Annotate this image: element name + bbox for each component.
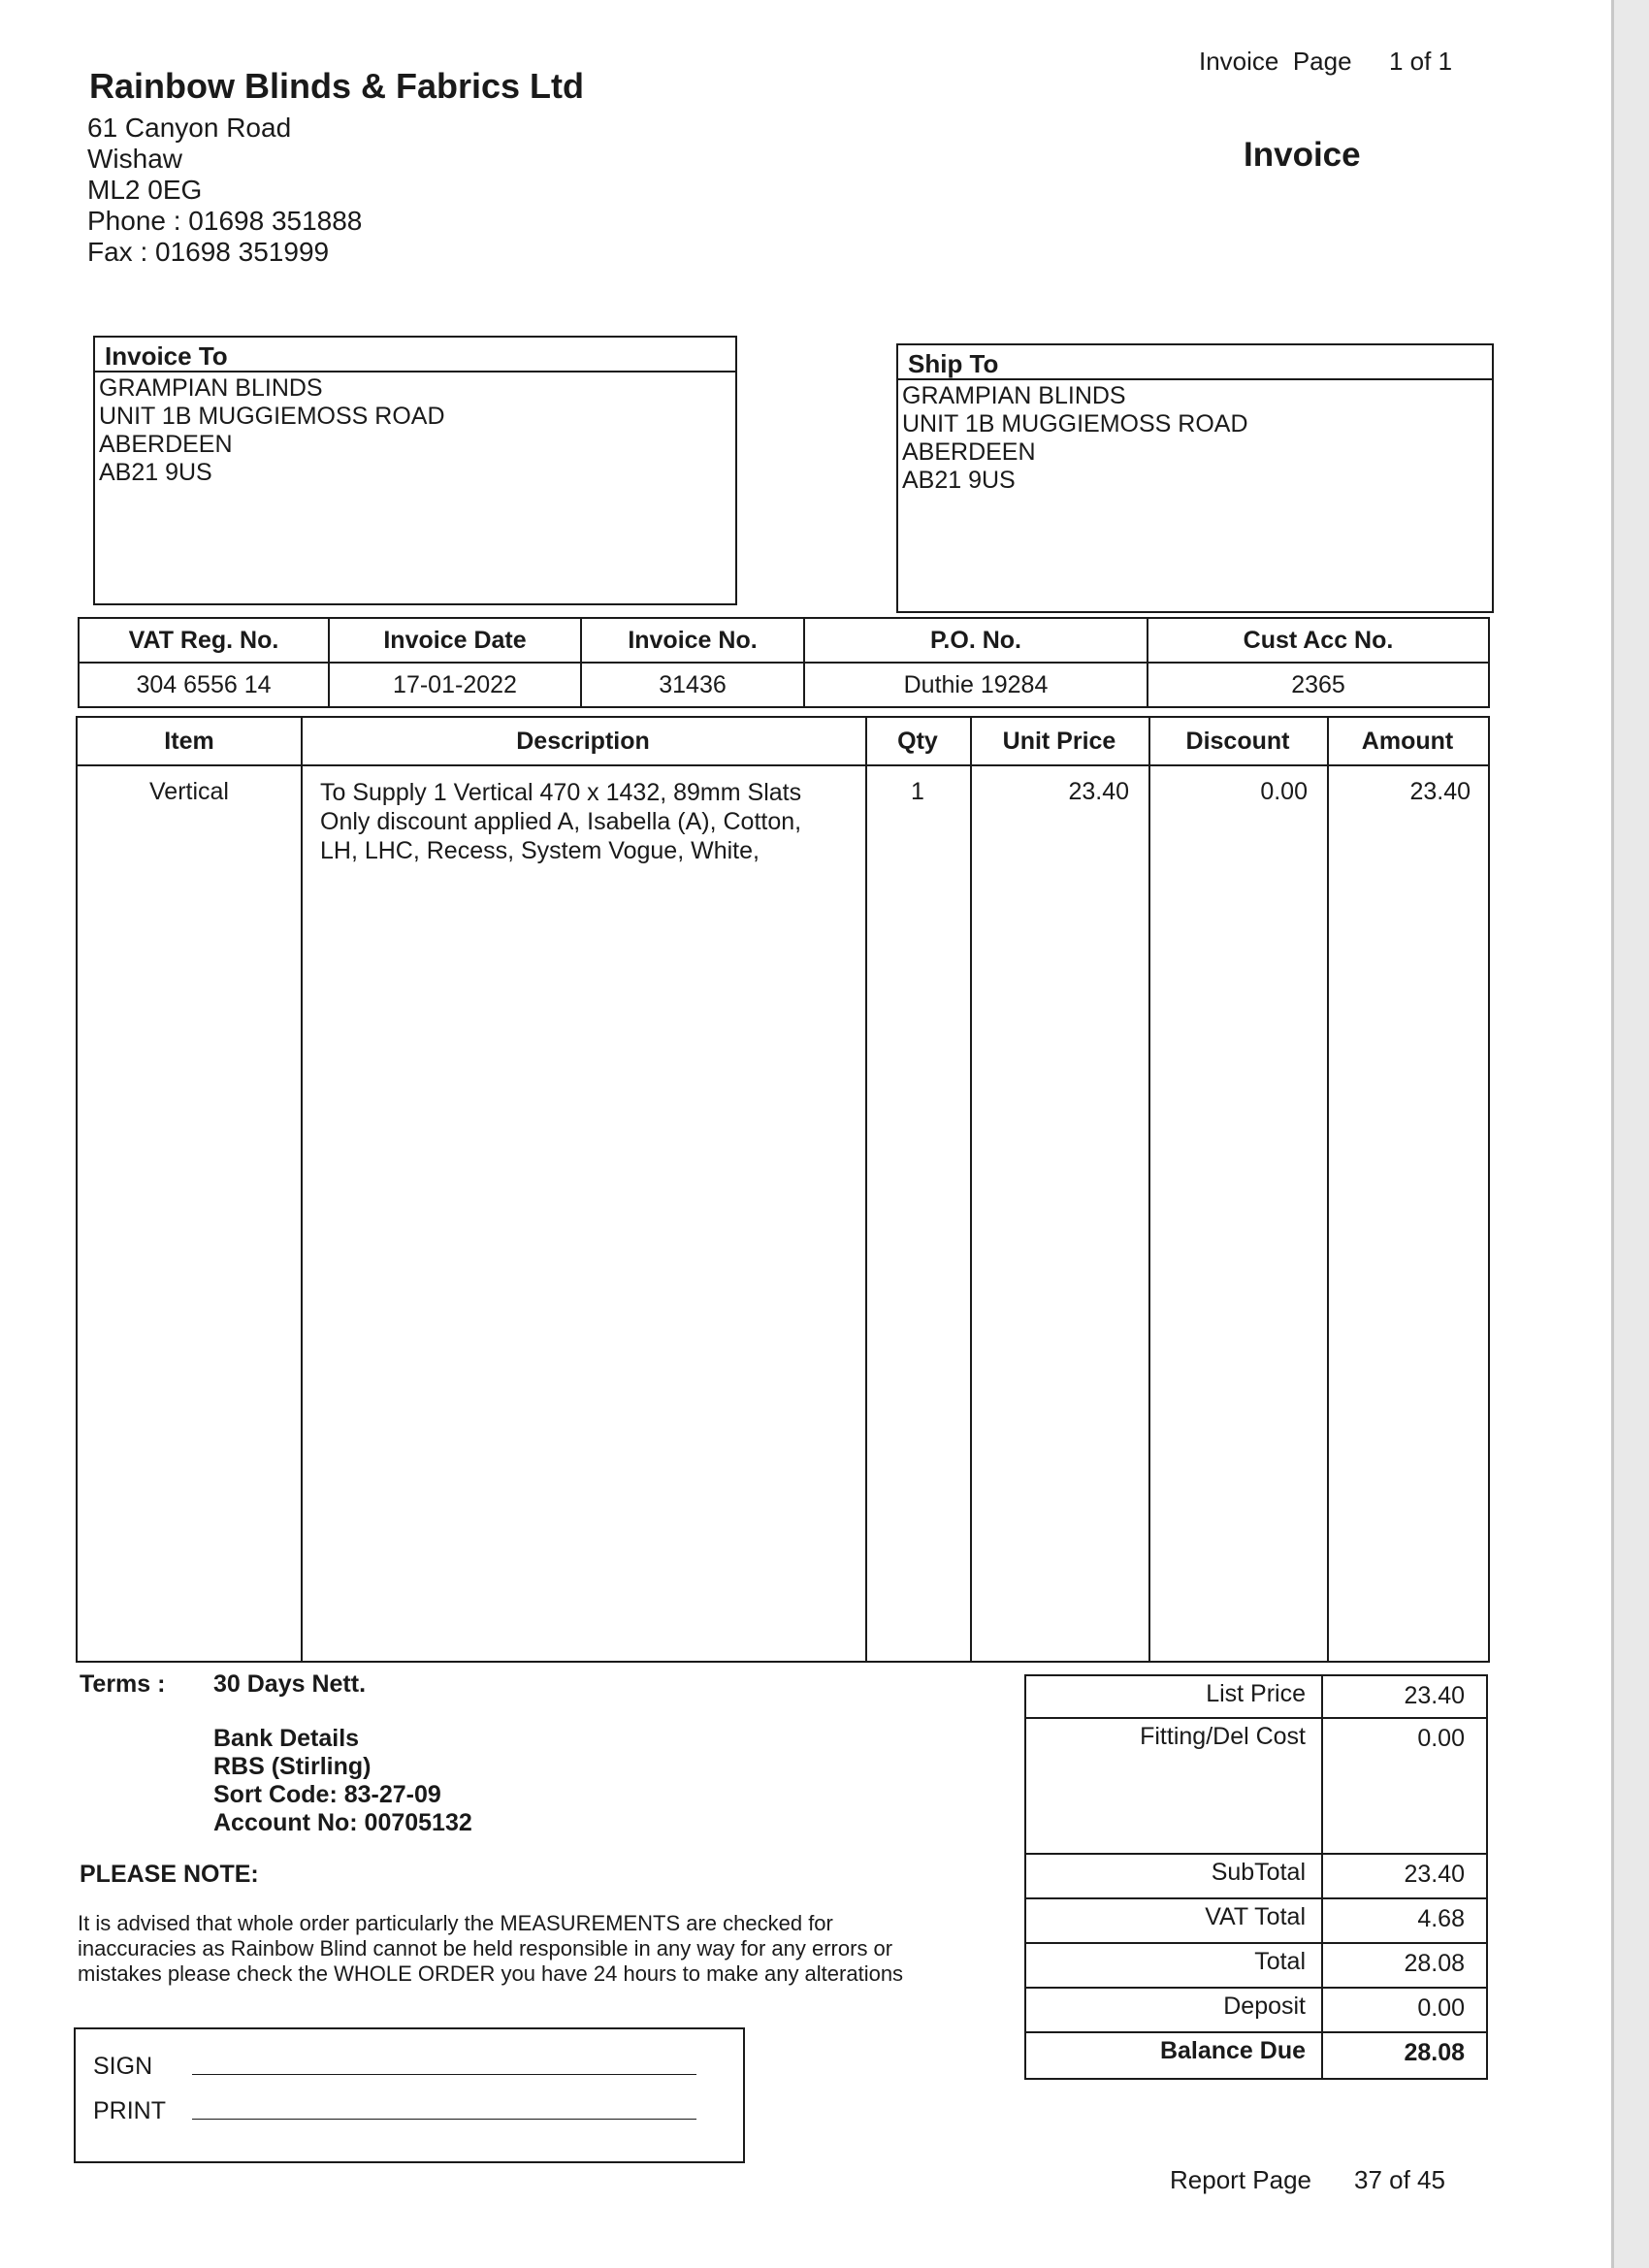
report-page-number: 37 of 45 (1354, 2165, 1445, 2194)
line-item-description (320, 778, 863, 865)
note-line: It is advised that whole order particularly the MEASUREMENTS are checked for (78, 1911, 833, 1935)
invoice-number: 31436 (581, 663, 804, 707)
items-header-unit-price: Unit Price (1002, 728, 1116, 755)
invoice-to-box (93, 336, 737, 605)
sign-label: SIGN (93, 2053, 153, 2080)
address-line: ABERDEEN (902, 438, 1036, 466)
sign-line (192, 2074, 696, 2075)
meta-header-row (79, 618, 1489, 663)
note-line: inaccuracies as Rainbow Blind cannot be held responsible in any way for any errors or (78, 1936, 893, 1960)
vat-total-value: 4.68 (1417, 1905, 1465, 1932)
ship-to-heading: Ship To (898, 345, 1492, 380)
document-title: Invoice (1244, 136, 1361, 174)
print-label: PRINT (93, 2097, 166, 2124)
description-line: LH, LHC, Recess, System Vogue, White, (320, 837, 760, 864)
address-line: AB21 9US (902, 467, 1016, 494)
company-address-line: Wishaw (87, 144, 183, 174)
items-header-description: Description (516, 728, 650, 755)
po-number: Duthie 19284 (804, 663, 1148, 707)
signature-box (74, 2027, 745, 2163)
totals-row-fitting (1026, 1719, 1486, 1855)
column-divider (301, 718, 303, 1661)
line-item-unit-price: 23.40 (1068, 778, 1129, 805)
balance-due-value: 28.08 (1404, 2039, 1465, 2066)
totals-row-total (1026, 1944, 1486, 1989)
description-line: To Supply 1 Vertical 470 x 1432, 89mm Slats (320, 779, 802, 806)
column-divider (865, 718, 867, 1661)
ship-to-address (898, 380, 1492, 497)
total-value: 28.08 (1404, 1950, 1465, 1977)
items-header-item: Item (164, 728, 214, 755)
items-table (76, 716, 1490, 1663)
list-price-value: 23.40 (1404, 1682, 1465, 1709)
company-address-line: 61 Canyon Road (87, 113, 292, 143)
meta-header-cust-acc: Cust Acc No. (1148, 618, 1489, 663)
bank-name: RBS (Stirling) (213, 1753, 372, 1780)
report-page-label: Report Page (1170, 2165, 1311, 2194)
meta-header-po: P.O. No. (804, 618, 1148, 663)
total-label: Total (1254, 1948, 1306, 1975)
print-line (192, 2119, 696, 2120)
totals-row-deposit (1026, 1989, 1486, 2033)
address-line: UNIT 1B MUGGIEMOSS ROAD (902, 410, 1248, 437)
address-line: GRAMPIAN BLINDS (99, 374, 323, 402)
address-line: AB21 9US (99, 459, 212, 486)
column-divider (1148, 718, 1150, 1661)
meta-header-invoice-no: Invoice No. (581, 618, 804, 663)
customer-account-number: 2365 (1148, 663, 1489, 707)
deposit-value: 0.00 (1417, 1994, 1465, 2022)
bank-details-heading: Bank Details (213, 1725, 360, 1752)
vat-reg-no: 304 6556 14 (79, 663, 329, 707)
account-number: Account No: 00705132 (213, 1809, 472, 1836)
address-line: UNIT 1B MUGGIEMOSS ROAD (99, 403, 445, 430)
line-item-type: Vertical (149, 778, 229, 805)
company-fax: Fax : 01698 351999 (87, 237, 330, 267)
list-price-label: List Price (1206, 1680, 1306, 1707)
items-header-discount: Discount (1185, 728, 1290, 755)
totals-row-vat (1026, 1899, 1486, 1944)
items-header-qty: Qty (897, 728, 938, 755)
meta-value-row (79, 663, 1489, 707)
totals-row-subtotal (1026, 1855, 1486, 1899)
fitting-cost-value: 0.00 (1417, 1725, 1465, 1752)
meta-header-vat: VAT Reg. No. (79, 618, 329, 663)
line-item-qty: 1 (911, 778, 924, 805)
fitting-cost-label: Fitting/Del Cost (1140, 1723, 1306, 1750)
invoice-meta-table (78, 617, 1490, 708)
invoice-to-heading: Invoice To (95, 338, 735, 373)
terms-label: Terms : (80, 1670, 166, 1698)
address-line: ABERDEEN (99, 431, 233, 458)
line-item-amount: 23.40 (1409, 778, 1471, 805)
totals-row-list-price (1026, 1676, 1486, 1719)
totals-row-balance (1026, 2033, 1486, 2076)
company-name: Rainbow Blinds & Fabrics Ltd (89, 66, 585, 106)
company-phone: Phone : 01698 351888 (87, 206, 363, 236)
company-address-line: ML2 0EG (87, 175, 203, 205)
invoice-to-address (95, 373, 735, 489)
invoice-page-number: 1 of 1 (1389, 47, 1453, 76)
balance-due-label: Balance Due (1159, 2037, 1306, 2064)
subtotal-value: 23.40 (1404, 1861, 1465, 1888)
invoice-date: 17-01-2022 (329, 663, 581, 707)
note-title: PLEASE NOTE: (80, 1861, 259, 1888)
note-line: mistakes please check the WHOLE ORDER you have 24 hours to make any alterations (78, 1961, 904, 1986)
column-divider (1327, 718, 1329, 1661)
totals-table (1024, 1674, 1488, 2080)
items-header-amount: Amount (1361, 728, 1454, 755)
description-line: Only discount applied A, Isabella (A), Cotton, (320, 808, 802, 835)
ship-to-box (896, 343, 1494, 613)
invoice-page-label: Invoice Page (1199, 47, 1352, 76)
address-line: GRAMPIAN BLINDS (902, 382, 1126, 409)
deposit-label: Deposit (1223, 1993, 1306, 2020)
sort-code: Sort Code: 83-27-09 (213, 1781, 441, 1808)
scan-edge (1614, 0, 1649, 2268)
vat-total-label: VAT Total (1205, 1903, 1306, 1930)
meta-header-date: Invoice Date (329, 618, 581, 663)
column-divider (970, 718, 972, 1661)
subtotal-label: SubTotal (1211, 1859, 1306, 1886)
terms-value: 30 Days Nett. (213, 1670, 367, 1698)
line-item-discount: 0.00 (1260, 778, 1308, 805)
